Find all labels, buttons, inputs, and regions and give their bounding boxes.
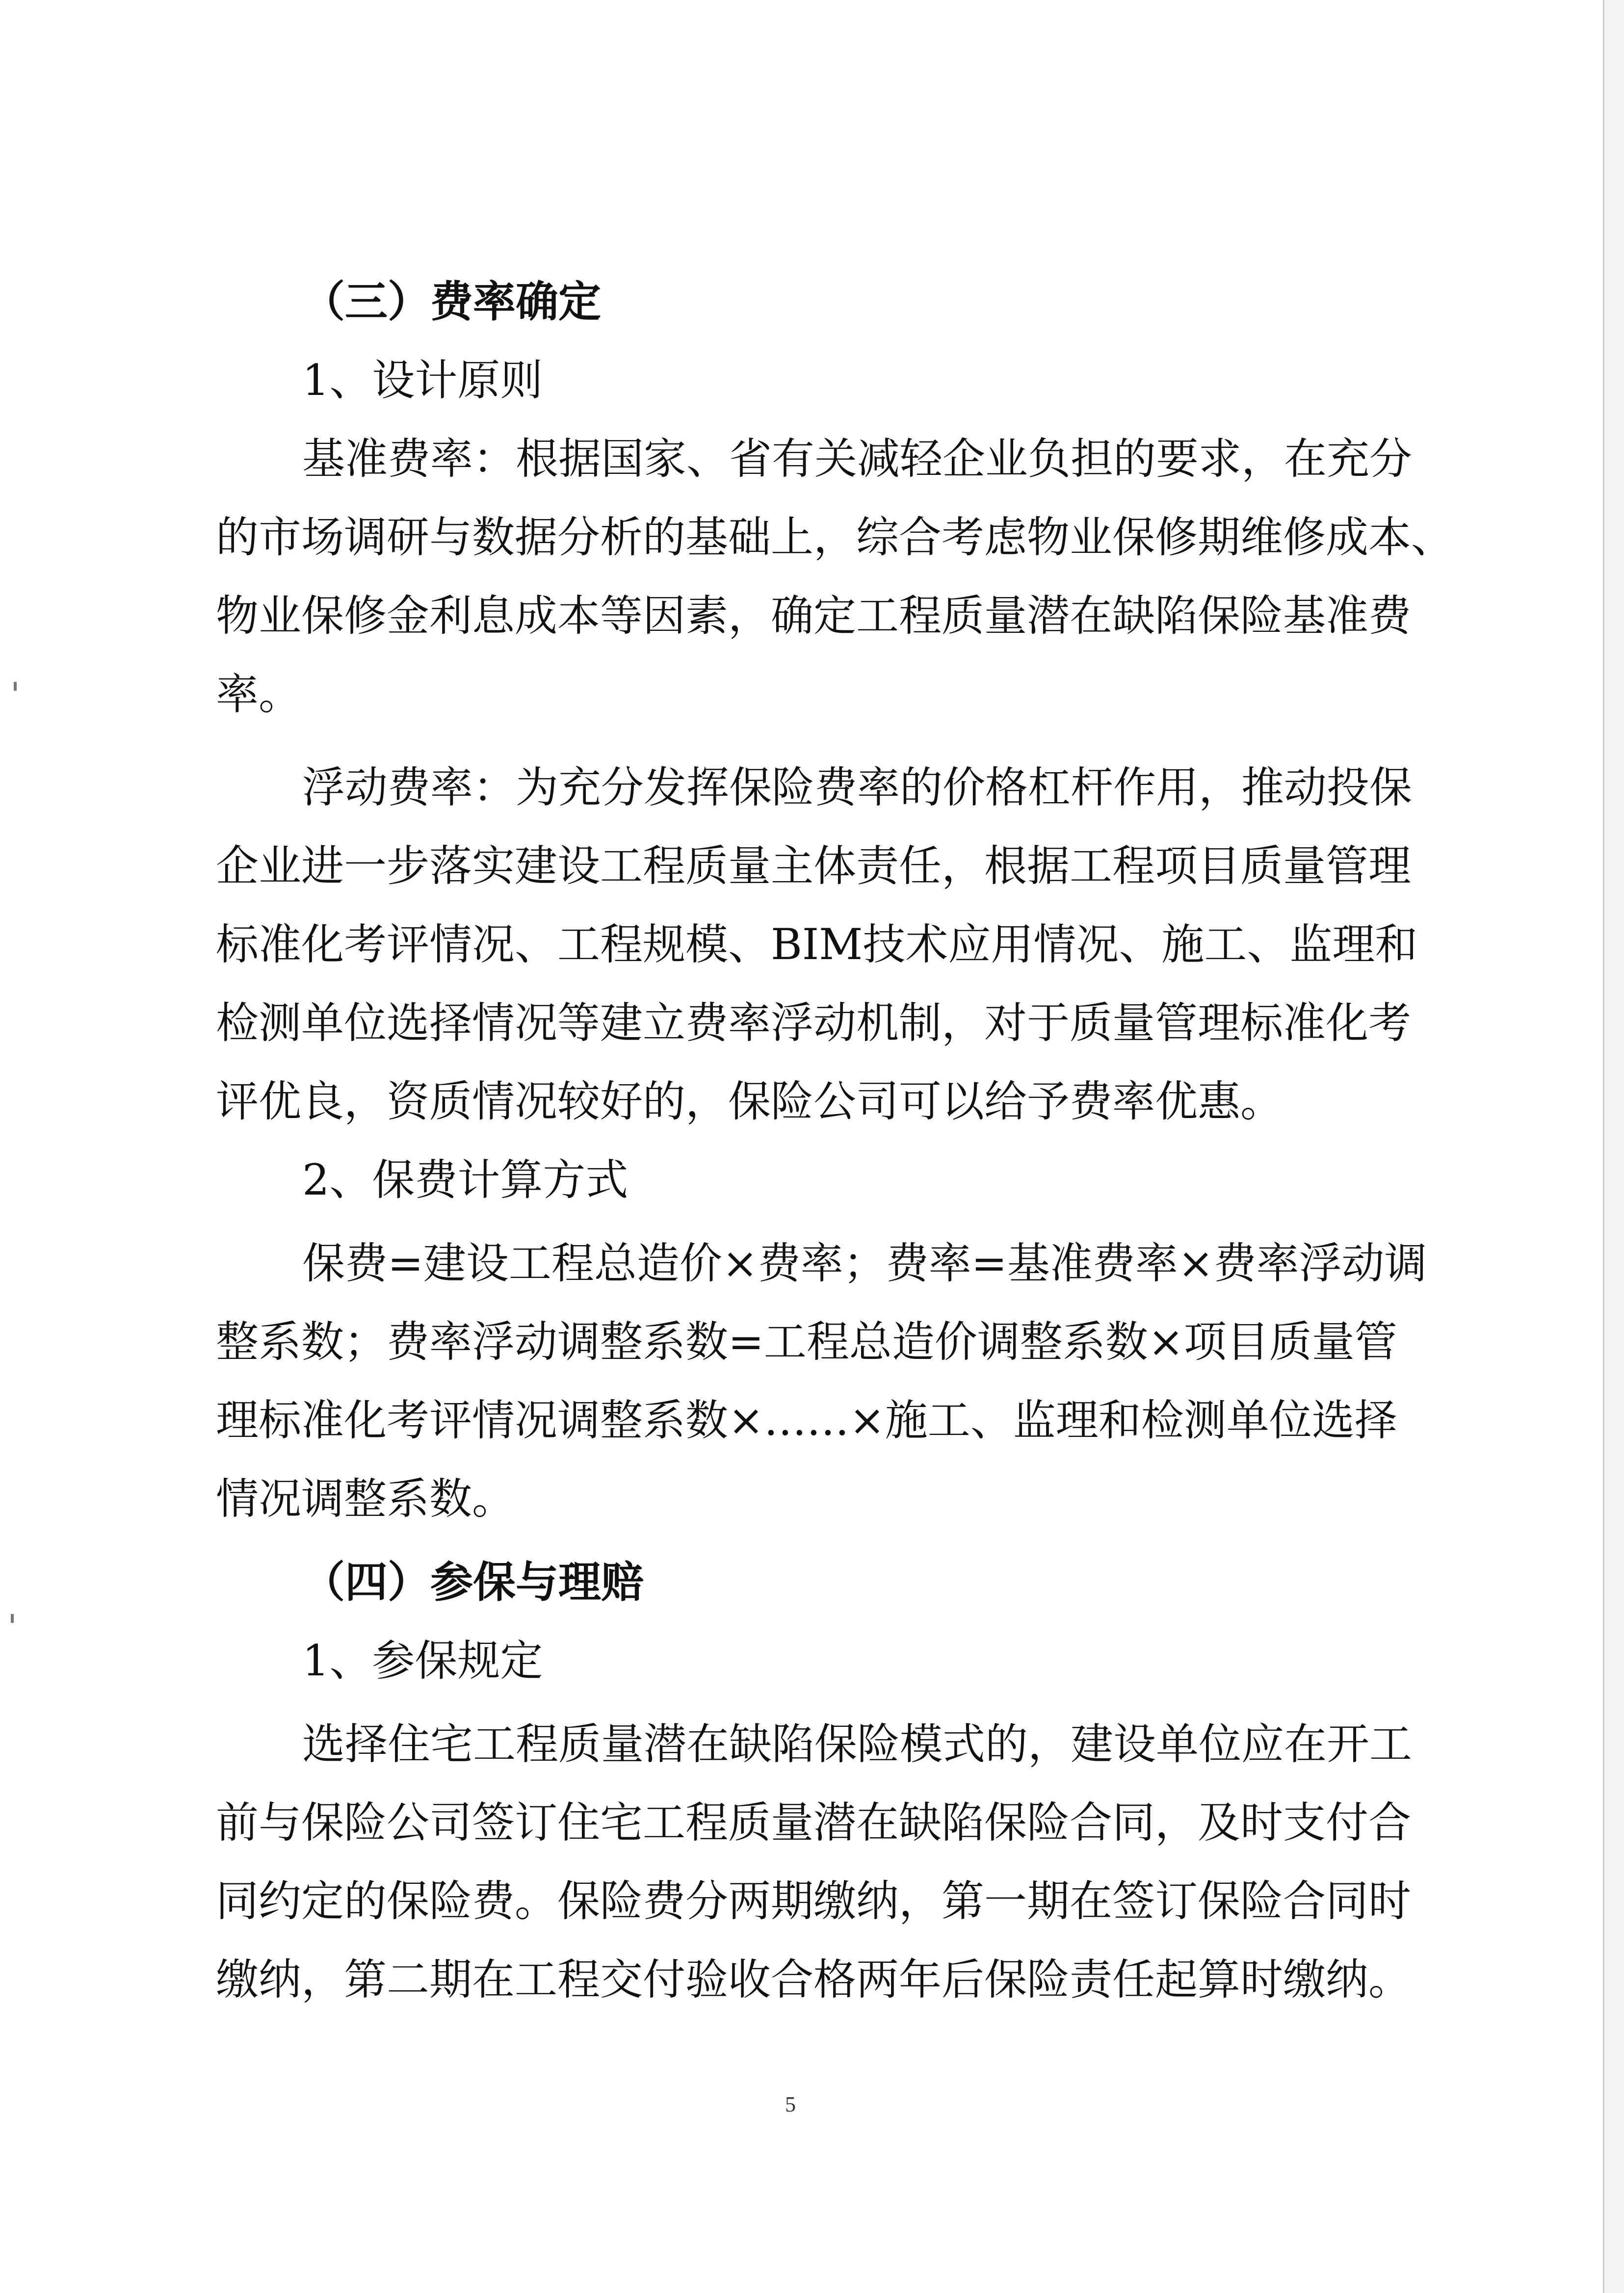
paragraph-line: 浮动费率：为充分发挥保险费率的价格杠杆作用，推动投保 <box>302 762 1412 812</box>
section-4-subheading-1: 1、参保规定 <box>302 1636 543 1686</box>
paragraph-line: 选择住宅工程质量潜在缺陷保险模式的，建设单位应在开工 <box>302 1719 1412 1769</box>
paragraph-line: 物业保修金利息成本等因素，确定工程质量潜在缺陷保险基准费 <box>216 591 1411 641</box>
paragraph-line: 前与保险公司签订住宅工程质量潜在缺陷保险合同，及时支付合 <box>216 1798 1411 1848</box>
paragraph-line: 企业进一步落实建设工程质量主体责任，根据工程项目质量管理 <box>216 841 1411 891</box>
paragraph-line: 整系数；费率浮动调整系数=工程总造价调整系数×项目质量管 <box>216 1317 1397 1367</box>
section-3-subheading-2: 2、保费计算方式 <box>302 1155 629 1205</box>
section-3-subheading-1: 1、设计原则 <box>302 355 543 405</box>
page-number: 5 <box>785 2092 796 2116</box>
scan-speck <box>11 1614 14 1623</box>
paragraph-line: 保费=建设工程总造价×费率；费率=基准费率×费率浮动调 <box>302 1238 1427 1288</box>
paragraph-line: 理标准化考评情况调整系数×……×施工、监理和检测单位选择 <box>216 1395 1397 1445</box>
scan-speck <box>14 682 17 691</box>
paragraph-line: 基准费率：根据国家、省有关减轻企业负担的要求，在充分 <box>302 434 1412 484</box>
section-4-heading: （四）参保与理赔 <box>302 1557 644 1607</box>
paragraph-line: 情况调整系数。 <box>216 1474 515 1524</box>
paragraph-line: 检测单位选择情况等建立费率浮动机制，对于质量管理标准化考 <box>216 998 1411 1048</box>
paragraph-line: 评优良，资质情况较好的，保险公司可以给予费率优惠。 <box>216 1076 1283 1126</box>
paragraph-line: 标准化考评情况、工程规模、BIM技术应用情况、施工、监理和 <box>216 919 1418 969</box>
paragraph-line: 率。 <box>216 669 301 719</box>
paragraph-line: 同约定的保险费。保险费分两期缴纳，第一期在签订保险合同时 <box>216 1876 1411 1926</box>
page-edge <box>1603 0 1624 2293</box>
section-3-heading: （三）费率确定 <box>302 276 601 327</box>
paragraph-line: 的市场调研与数据分析的基础上，综合考虑物业保修期维修成本、 <box>216 512 1454 562</box>
paragraph-line: 缴纳，第二期在工程交付验收合格两年后保险责任起算时缴纳。 <box>216 1954 1411 2005</box>
